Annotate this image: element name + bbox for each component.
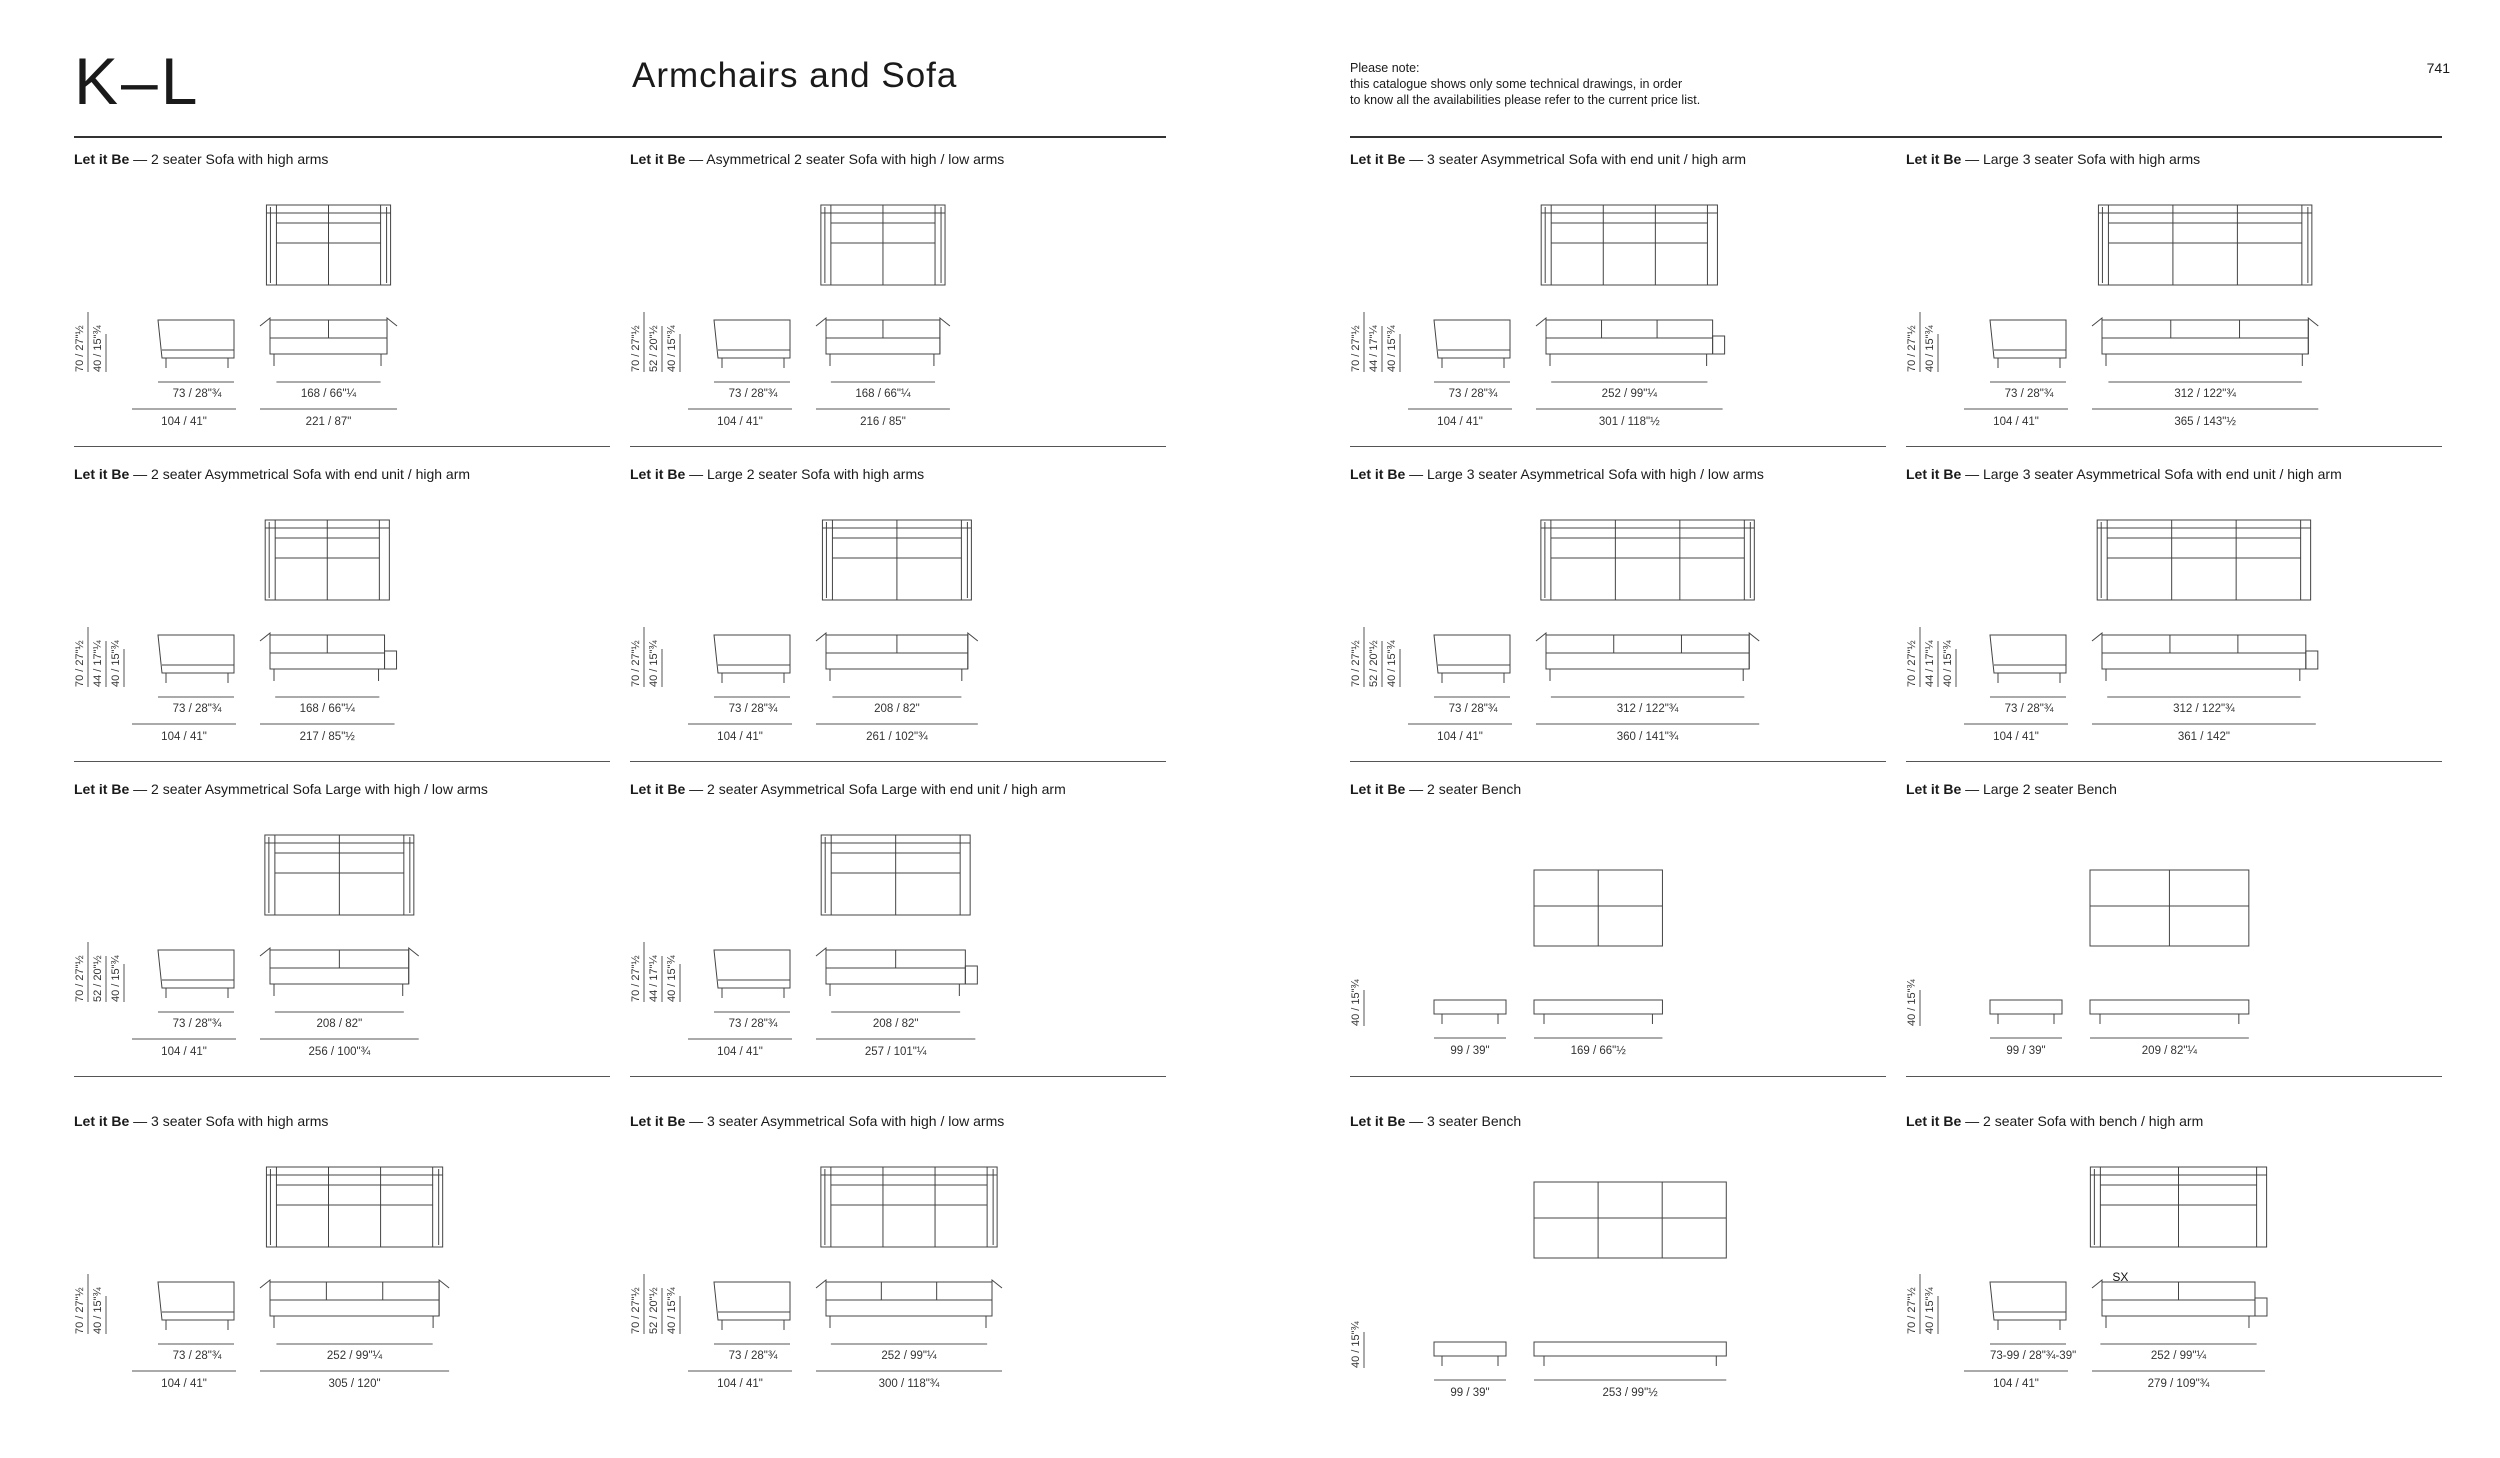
height-dimension: 70 / 27"½ <box>1906 640 1918 687</box>
bench-width-dimension: 209 / 82"¼ <box>2141 1045 2198 1057</box>
chair-depth-dimension: 73 / 28"¾ <box>2004 703 2054 715</box>
sofa-seat-dimension: 168 / 66"¼ <box>855 388 911 400</box>
chair-width-dimension: 104 / 41" <box>1993 416 2039 428</box>
armchair-side-view <box>158 1282 234 1330</box>
sofa-top-view <box>265 835 414 915</box>
page-title: Armchairs and Sofa <box>632 56 958 95</box>
technical-drawing <box>1906 465 2442 765</box>
sofa-top-view <box>2098 205 2311 285</box>
product-description: — Large 2 seater Bench <box>1961 781 2117 797</box>
sofa-top-view <box>266 205 390 285</box>
catalogue-note <box>1350 60 1870 108</box>
note-line: this catalogue shows only some technical drawings, in order <box>1350 77 1683 91</box>
product-description: — 2 seater Asymmetrical Sofa Large with high / low arms <box>129 781 488 797</box>
sofa-total-dimension: 301 / 118"½ <box>1598 416 1660 428</box>
technical-drawing <box>1350 1112 1886 1432</box>
height-dimension: 40 / 15"¾ <box>1924 325 1936 372</box>
bench-front-view <box>1534 1342 1726 1366</box>
armchair-side-view <box>1990 635 2066 683</box>
height-dimension: 40 / 15"¾ <box>1906 979 1918 1026</box>
panel-divider <box>1350 1076 1886 1077</box>
chair-depth-dimension: 73 / 28"¾ <box>1448 388 1498 400</box>
bench-side-view <box>1434 1342 1506 1366</box>
product-description: — Asymmetrical 2 seater Sofa with high / low arms <box>685 151 1005 167</box>
bench-depth-dimension: 99 / 39" <box>1450 1387 1490 1399</box>
chair-width-dimension: 104 / 41" <box>161 1046 207 1058</box>
product-panel <box>630 1112 1166 1432</box>
height-dimension: 40 / 15"¾ <box>92 1287 104 1334</box>
product-panel <box>1906 780 2442 1080</box>
sofa-seat-dimension: 208 / 82" <box>316 1018 363 1030</box>
bench-top-view <box>1534 870 1662 946</box>
product-description: — Large 3 seater Asymmetrical Sofa with high / low arms <box>1405 466 1764 482</box>
armchair-side-view <box>1990 1282 2066 1330</box>
chair-width-dimension: 104 / 41" <box>717 1378 763 1390</box>
sofa-top-view <box>821 205 945 285</box>
product-brand: Let it Be <box>1906 466 1962 482</box>
height-dimension: 44 / 17"¼ <box>1368 325 1380 372</box>
height-dimension: 40 / 15"¾ <box>1942 640 1954 687</box>
product-panel <box>1906 150 2442 450</box>
height-dimension: 70 / 27"½ <box>74 325 86 372</box>
note-line: Please note: <box>1350 61 1420 75</box>
sofa-total-dimension: 257 / 101"¼ <box>864 1046 927 1058</box>
product-description: — 2 seater Asymmetrical Sofa Large with end unit / high arm <box>685 781 1066 797</box>
chair-depth-dimension: 73 / 28"¾ <box>172 703 222 715</box>
height-dimension: 70 / 27"½ <box>630 640 642 687</box>
product-brand: Let it Be <box>1906 1113 1962 1129</box>
panel-divider <box>74 446 610 447</box>
product-brand: Let it Be <box>1350 151 1406 167</box>
technical-drawing <box>1350 465 1886 765</box>
sofa-front-view <box>816 948 977 996</box>
product-brand: Let it Be <box>630 151 686 167</box>
height-dimension: 40 / 15"¾ <box>1386 640 1398 687</box>
height-dimension: 70 / 27"½ <box>1906 1287 1918 1334</box>
armchair-side-view <box>158 950 234 998</box>
sofa-front-view <box>260 318 397 366</box>
sofa-front-view <box>260 633 397 681</box>
product-brand: Let it Be <box>630 1113 686 1129</box>
product-panel <box>74 150 610 450</box>
armchair-side-view <box>714 635 790 683</box>
chair-depth-dimension: 73 / 28"¾ <box>728 388 778 400</box>
page-number: 741 <box>2426 60 2450 76</box>
product-panel <box>1906 465 2442 765</box>
product-brand: Let it Be <box>1350 781 1406 797</box>
sofa-top-view <box>821 835 970 915</box>
sofa-seat-dimension: 168 / 66"¼ <box>300 388 357 400</box>
chair-width-dimension: 104 / 41" <box>1437 731 1483 743</box>
height-dimension: 70 / 27"½ <box>1350 325 1362 372</box>
height-dimension: 40 / 15"¾ <box>648 640 660 687</box>
chair-depth-dimension: 73 / 28"¾ <box>2004 388 2054 400</box>
sofa-front-view <box>816 318 950 366</box>
sofa-seat-dimension: 312 / 122"¾ <box>2174 388 2236 400</box>
chair-width-dimension: 104 / 41" <box>717 1046 763 1058</box>
bench-top-view <box>1534 1182 1726 1258</box>
chair-width-dimension: 104 / 41" <box>161 731 207 743</box>
height-dimension: 40 / 15"¾ <box>110 640 122 687</box>
sofa-seat-dimension: 252 / 99"¼ <box>2150 1350 2207 1362</box>
product-brand: Let it Be <box>74 781 130 797</box>
product-description: — Large 3 seater Asymmetrical Sofa with end unit / high arm <box>1961 466 2342 482</box>
height-dimension: 40 / 15"¾ <box>110 955 122 1002</box>
height-dimension: 70 / 27"½ <box>630 1287 642 1334</box>
technical-drawing <box>630 150 1166 450</box>
chair-depth-dimension: 73 / 28"¾ <box>172 1018 222 1030</box>
product-panel <box>1350 150 1886 450</box>
height-dimension: 52 / 20"½ <box>1368 640 1380 687</box>
sofa-front-view <box>260 948 419 996</box>
height-dimension: 40 / 15"¾ <box>1350 979 1362 1026</box>
sofa-total-dimension: 360 / 141"¾ <box>1616 731 1679 743</box>
sofa-side-label: SX <box>2112 1270 2129 1284</box>
sofa-total-dimension: 221 / 87" <box>305 416 352 428</box>
height-dimension: 40 / 15"¾ <box>1924 1287 1936 1334</box>
panel-divider <box>630 446 1166 447</box>
height-dimension: 52 / 20"½ <box>648 1287 660 1334</box>
sofa-top-view <box>822 520 971 600</box>
chair-depth-dimension: 73 / 28"¾ <box>728 1350 778 1362</box>
sofa-front-view <box>1536 318 1725 366</box>
sofa-total-dimension: 216 / 85" <box>860 416 906 428</box>
height-dimension: 44 / 17"¼ <box>1924 640 1936 687</box>
height-dimension: 70 / 27"½ <box>1350 640 1362 687</box>
product-description: — 2 seater Sofa with high arms <box>129 151 329 167</box>
header-rule-left <box>74 136 1166 138</box>
sofa-front-view <box>816 1280 1002 1328</box>
product-brand: Let it Be <box>74 151 130 167</box>
panel-divider <box>1350 761 1886 762</box>
sofa-total-dimension: 305 / 120" <box>328 1378 381 1390</box>
height-dimension: 70 / 27"½ <box>630 325 642 372</box>
armchair-side-view <box>714 1282 790 1330</box>
chair-width-dimension: 104 / 41" <box>1437 416 1483 428</box>
panel-divider <box>1906 1076 2442 1077</box>
chair-depth-dimension: 73 / 28"¾ <box>1448 703 1498 715</box>
product-description: — 3 seater Sofa with high arms <box>129 1113 329 1129</box>
product-description: — Large 3 seater Sofa with high arms <box>1961 151 2201 167</box>
chair-depth-dimension: 73 / 28"¾ <box>728 1018 778 1030</box>
panel-divider <box>1906 761 2442 762</box>
bench-front-view <box>1534 1000 1662 1024</box>
technical-drawing <box>74 780 610 1080</box>
panel-divider <box>1906 446 2442 447</box>
header-rule-right <box>1350 136 2442 138</box>
bench-front-view <box>2090 1000 2249 1024</box>
panel-divider <box>74 1076 610 1077</box>
sofa-seat-dimension: 312 / 122"¾ <box>2173 703 2235 715</box>
height-dimension: 70 / 27"½ <box>74 955 86 1002</box>
sofa-seat-dimension: 252 / 99"¼ <box>881 1350 937 1362</box>
product-description: — 2 seater Asymmetrical Sofa with end unit / high arm <box>129 466 471 482</box>
product-description: — Large 2 seater Sofa with high arms <box>685 466 925 482</box>
sofa-top-view <box>266 1167 442 1247</box>
product-brand: Let it Be <box>1906 781 1962 797</box>
height-dimension: 52 / 20"½ <box>92 955 104 1002</box>
product-panel <box>1350 780 1886 1080</box>
panel-divider <box>74 761 610 762</box>
product-brand: Let it Be <box>630 466 686 482</box>
sofa-seat-dimension: 208 / 82" <box>874 703 920 715</box>
armchair-side-view <box>158 635 234 683</box>
armchair-side-view <box>158 320 234 368</box>
height-dimension: 70 / 27"½ <box>1906 325 1918 372</box>
sofa-seat-dimension: 312 / 122"¾ <box>1616 703 1679 715</box>
sofa-seat-dimension: 252 / 99"¼ <box>326 1350 383 1362</box>
product-brand: Let it Be <box>630 781 686 797</box>
sofa-top-view <box>265 520 389 600</box>
sofa-total-dimension: 256 / 100"¾ <box>308 1046 371 1058</box>
bench-side-view <box>1434 1000 1506 1024</box>
sofa-front-view <box>2092 1280 2267 1328</box>
product-brand: Let it Be <box>1906 151 1962 167</box>
chair-width-dimension: 104 / 41" <box>717 416 763 428</box>
bench-depth-dimension: 99 / 39" <box>2006 1045 2046 1057</box>
chair-width-dimension: 104 / 41" <box>1993 1378 2039 1390</box>
sofa-top-view <box>821 1167 997 1247</box>
sofa-total-dimension: 261 / 102"¾ <box>866 731 928 743</box>
height-dimension: 40 / 15"¾ <box>1350 1321 1362 1368</box>
sofa-total-dimension: 365 / 143"½ <box>2174 416 2236 428</box>
height-dimension: 70 / 27"½ <box>74 1287 86 1334</box>
chair-depth-dimension: 73 / 28"¾ <box>172 1350 222 1362</box>
height-dimension: 70 / 27"½ <box>74 640 86 687</box>
sofa-seat-dimension: 168 / 66"¼ <box>299 703 355 715</box>
product-panel <box>630 150 1166 450</box>
height-dimension: 40 / 15"¾ <box>666 955 678 1002</box>
chair-width-dimension: 104 / 41" <box>161 416 207 428</box>
bench-side-view <box>1990 1000 2062 1024</box>
sofa-front-view <box>260 1280 449 1328</box>
product-description: — 2 seater Bench <box>1405 781 1522 797</box>
note-line: to know all the availabilities please refer to the current price list. <box>1350 93 1701 107</box>
armchair-side-view <box>1434 635 1510 683</box>
sofa-total-dimension: 361 / 142" <box>2177 731 2230 743</box>
product-description: — 3 seater Bench <box>1405 1113 1522 1129</box>
height-dimension: 40 / 15"¾ <box>1386 325 1398 372</box>
product-panel <box>74 780 610 1080</box>
bench-top-view <box>2090 870 2249 946</box>
product-panel <box>74 465 610 765</box>
product-panel <box>1906 1112 2442 1432</box>
panel-divider <box>630 1076 1166 1077</box>
technical-drawing <box>630 465 1166 765</box>
chair-depth-dimension: 73 / 28"¾ <box>172 388 222 400</box>
product-brand: Let it Be <box>74 1113 130 1129</box>
technical-drawing <box>74 150 610 450</box>
technical-drawing <box>630 780 1166 1080</box>
product-description: — 3 seater Asymmetrical Sofa with high / low arms <box>685 1113 1005 1129</box>
bench-width-dimension: 169 / 66"½ <box>1570 1045 1626 1057</box>
product-panel <box>1350 465 1886 765</box>
product-panel <box>630 780 1166 1080</box>
product-description: — 2 seater Sofa with bench / high arm <box>1961 1113 2204 1129</box>
height-dimension: 52 / 20"½ <box>648 325 660 372</box>
technical-drawing <box>74 465 610 765</box>
height-dimension: 44 / 17"¼ <box>92 640 104 687</box>
sofa-front-view <box>816 633 978 681</box>
sofa-total-dimension: 300 / 118"¾ <box>878 1378 940 1390</box>
product-description: — 3 seater Asymmetrical Sofa with end unit / high arm <box>1405 151 1747 167</box>
sofa-total-dimension: 279 / 109"¾ <box>2147 1378 2210 1390</box>
technical-drawing <box>1350 780 1886 1080</box>
technical-drawing <box>1350 150 1886 450</box>
sofa-front-view <box>2092 318 2318 366</box>
technical-drawing <box>1906 150 2442 450</box>
product-brand: Let it Be <box>1350 466 1406 482</box>
product-panel <box>1350 1112 1886 1432</box>
sofa-top-view <box>2090 1167 2266 1284</box>
technical-drawing <box>1906 780 2442 1080</box>
sofa-front-view <box>2092 633 2318 681</box>
height-dimension: 44 / 17"¼ <box>648 955 660 1002</box>
sofa-seat-dimension: 252 / 99"¼ <box>1601 388 1657 400</box>
product-panel <box>630 465 1166 765</box>
height-dimension: 40 / 15"¾ <box>666 1287 678 1334</box>
armchair-side-view <box>1990 320 2066 368</box>
height-dimension: 40 / 15"¾ <box>92 325 104 372</box>
chair-width-dimension: 104 / 41" <box>1993 731 2039 743</box>
sofa-front-view <box>1536 633 1759 681</box>
bench-depth-dimension: 99 / 39" <box>1450 1045 1490 1057</box>
sofa-total-dimension: 217 / 85"½ <box>299 731 355 743</box>
panel-divider <box>630 761 1166 762</box>
armchair-side-view <box>1434 320 1510 368</box>
sofa-top-view <box>1541 520 1754 600</box>
chair-depth-dimension: 73-99 / 28"¾-39" <box>1990 1350 2077 1362</box>
sofa-seat-dimension: 208 / 82" <box>872 1018 919 1030</box>
sofa-top-view <box>2097 520 2310 600</box>
chair-width-dimension: 104 / 41" <box>161 1378 207 1390</box>
panel-divider <box>1350 446 1886 447</box>
sofa-top-view <box>1541 205 1717 285</box>
height-dimension: 70 / 27"½ <box>630 955 642 1002</box>
product-panel <box>74 1112 610 1432</box>
armchair-side-view <box>714 320 790 368</box>
catalogue-letters: K–L <box>74 44 201 118</box>
height-dimension: 40 / 15"¾ <box>666 325 678 372</box>
chair-width-dimension: 104 / 41" <box>717 731 763 743</box>
product-brand: Let it Be <box>1350 1113 1406 1129</box>
bench-width-dimension: 253 / 99"½ <box>1602 1387 1658 1399</box>
armchair-side-view <box>714 950 790 998</box>
chair-depth-dimension: 73 / 28"¾ <box>728 703 778 715</box>
product-brand: Let it Be <box>74 466 130 482</box>
